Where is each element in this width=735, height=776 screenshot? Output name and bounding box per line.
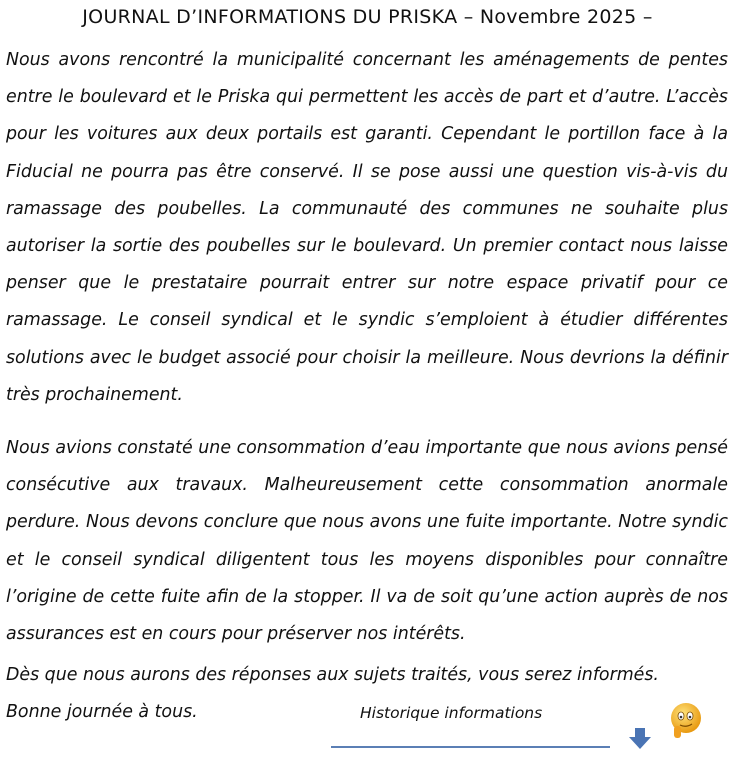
- paragraph-municipality: Nous avons rencontré la municipalité concernant les aménagements de pentes entre le boulevard et le Priska qui permettent les accès de part et d’autre. L’accès pour les voitures aux deux portails est garanti. Cependant le portillon face à la Fiducial ne pourra pas être conservé. Il se pose aussi une question vis-à-vis du ramassage des poubelles. La communauté des communes ne souhaite plus autoriser la sortie des poubelles sur le boulevard. Un premier contact nous laisse penser que le prestataire pourrait entrer sur notre espace privatif pour ce ramassage. Le conseil syndical et le syndic s’emploient à étudier différentes solutions avec le budget associé pour choisir la meilleure. Nous devrions la définir très prochainement.: [6, 50, 728, 405]
- closing-line-greeting: Bonne journée à tous.: [6, 702, 198, 722]
- closing-line-info: Dès que nous aurons des réponses aux sujets traités, vous serez informés.: [6, 665, 659, 685]
- thinking-smiley-icon: [664, 700, 706, 742]
- history-link-underline: [331, 746, 610, 748]
- paragraph-water-leak: Nous avions constaté une consommation d’eau importante que nous avions pensé consécutive aux travaux. Malheureusement cette consommation anormale perdure. Nous devons conclure que nous avons une fuite importante. Notre syndic et le conseil syndical diligentent tous les moyens disponibles pour connaître l’origine de cette fuite afin de la stopper. Il va de soit qu’une action auprès de nos assurances est en cours pour préserver nos intérêts.: [6, 438, 728, 645]
- history-link-label[interactable]: Historique informations: [360, 704, 543, 722]
- down-arrow-icon[interactable]: [628, 728, 652, 750]
- page-title: JOURNAL D’INFORMATIONS DU PRISKA – Novembre 2025 –: [82, 6, 653, 28]
